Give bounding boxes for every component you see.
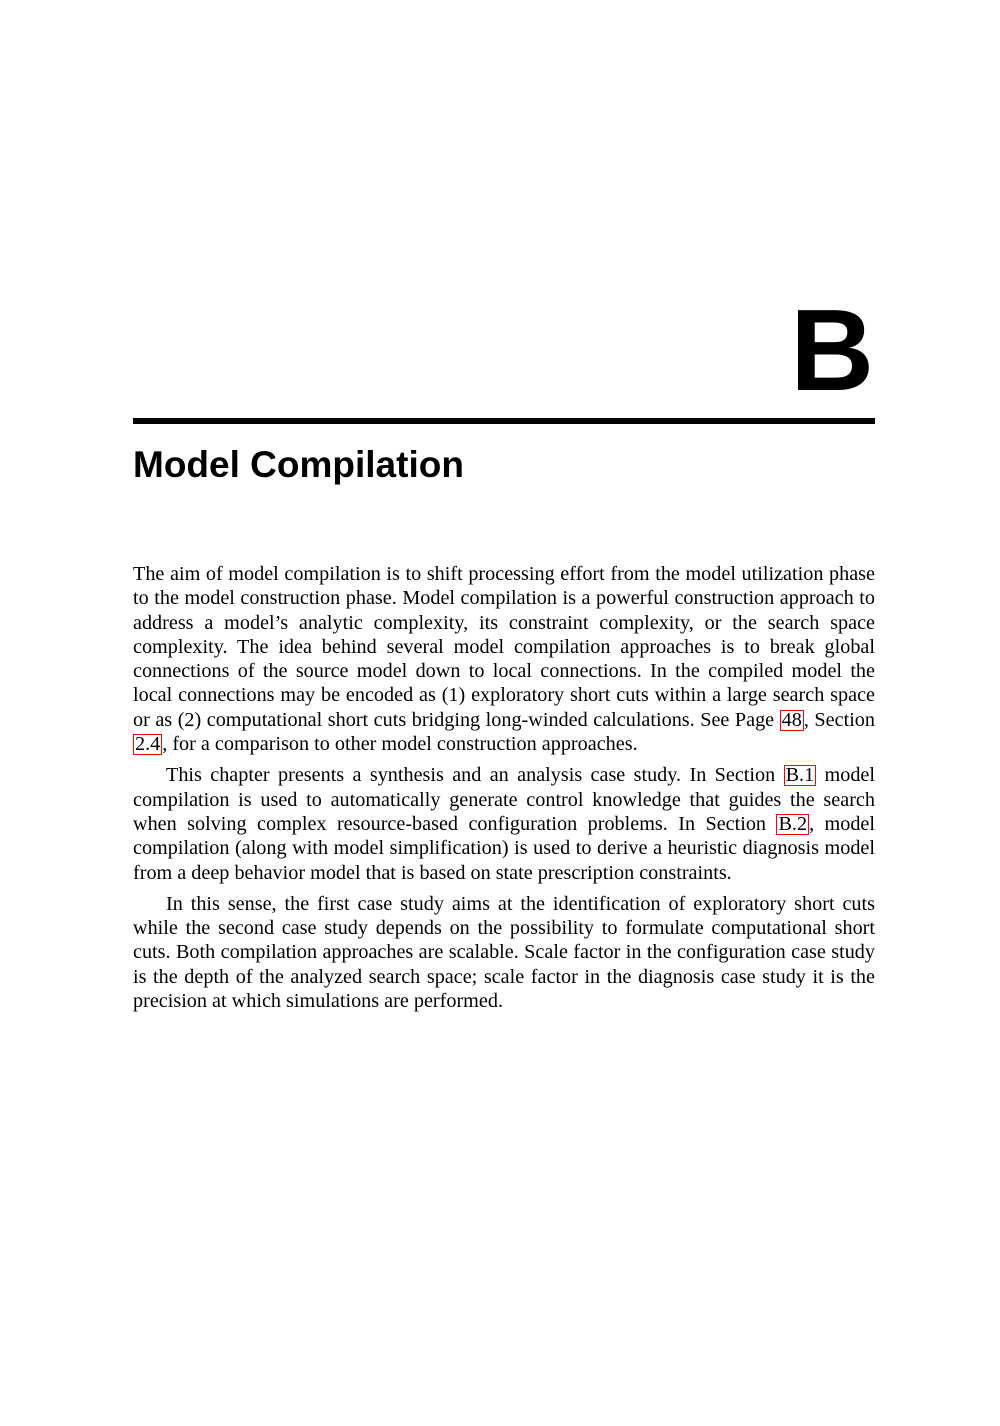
chapter-rule [133, 418, 875, 424]
paragraph-summary: In this sense, the first case study aims at the identification of exploratory short cuts while the second case study depends on the possibility to formulate computational short cuts. Both compilation approaches are scalable. Scale factor in the configuration case study is the depth of the analyzed search space; scale factor in the diagnosis case study it is the precision at which simulations are performed. [133, 892, 875, 1013]
chapter-letter: B [790, 285, 874, 415]
section-reference-link[interactable]: B.1 [785, 764, 815, 787]
paragraph-overview [133, 763, 875, 884]
paragraph-text: The aim of model compilation is to shift processing effort from the model utilization phase to the model construction phase. Model compilation is a powerful construction approach to address a model’s analytic complexity, its constraint complexity, or the search space complexity. The idea behind several model compilation approaches is to break global connections of the source model down to local connections. In the compiled model the local connections may be encoded as (1) exploratory short cuts within a large search space or as (2) computational short cuts bridging long-winded calculations. See Page [133, 563, 875, 731]
page-reference-link[interactable]: 48 [781, 708, 802, 731]
paragraph-text: , Section [803, 708, 875, 731]
section-reference-link[interactable]: B.2 [778, 812, 808, 835]
paragraph-text: , for a comparison to other model construction approaches. [162, 733, 638, 756]
section-reference-link[interactable]: 2.4 [135, 733, 161, 756]
paragraph-text: model compilation is used to automatically generate control knowledge that guides the search when solving complex resource-based configuration problems. In Section [133, 764, 875, 835]
paragraph-intro [133, 562, 875, 756]
paragraph-text: , model compilation (along with model simplification) is used to derive a heuristic diagnosis model from a deep behavior model that is based on state prescription constraints. [133, 812, 875, 884]
chapter-body [133, 562, 875, 1020]
chapter-title: Model Compilation [133, 444, 464, 485]
paragraph-text: This chapter presents a synthesis and an analysis case study. In Section [166, 764, 784, 787]
